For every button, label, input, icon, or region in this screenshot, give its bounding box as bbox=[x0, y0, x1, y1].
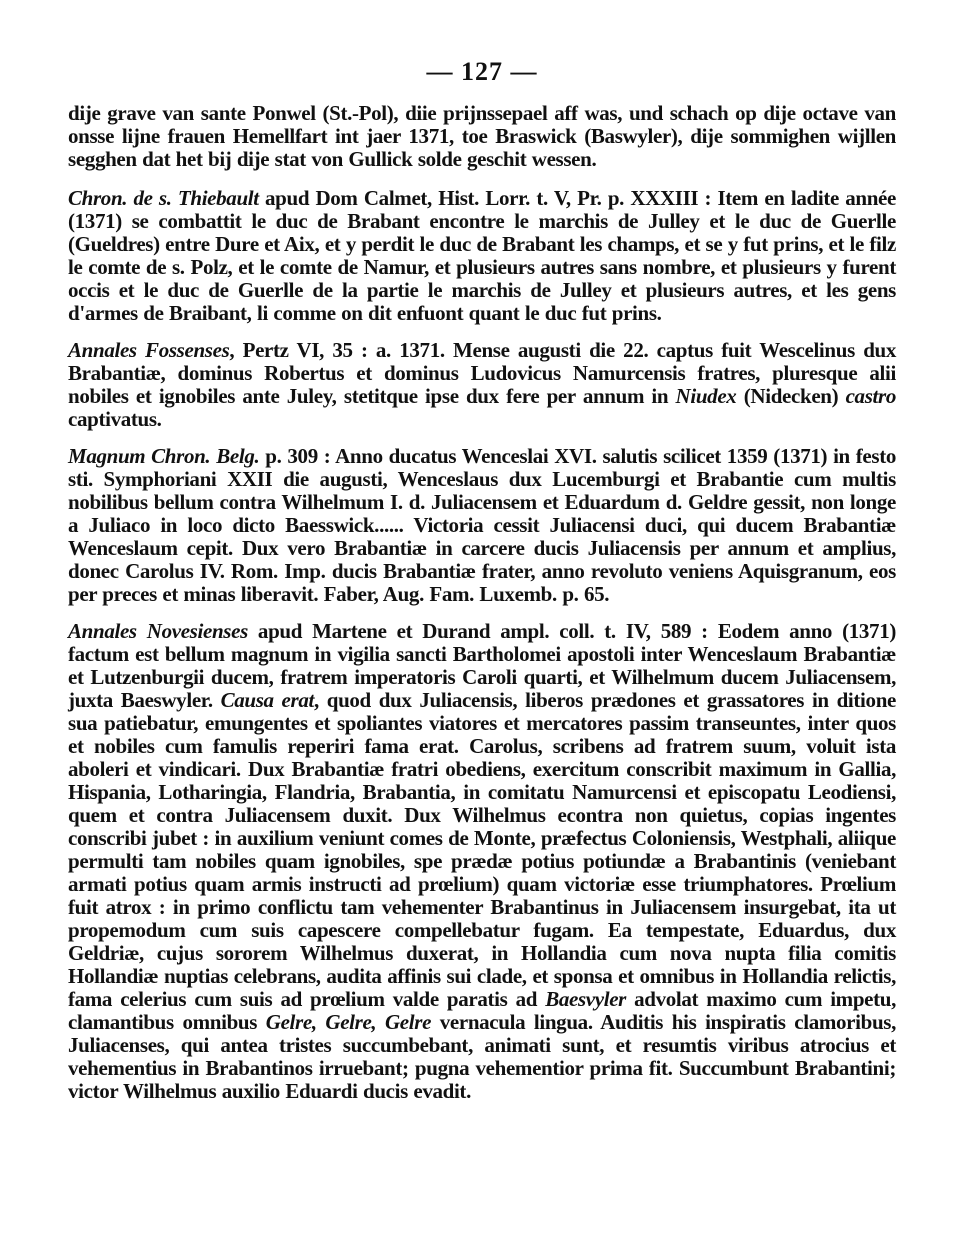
document-page bbox=[68, 52, 896, 1117]
text-segment: (Nidecken) bbox=[736, 384, 846, 408]
source-title: Chron. de s. Thiebault bbox=[68, 186, 259, 210]
source-title: Magnum Chron. Belg. bbox=[68, 444, 260, 468]
paragraph-annales-fossenses bbox=[68, 339, 896, 431]
italic-term: castro bbox=[845, 384, 896, 408]
italic-term: Causa erat bbox=[220, 688, 314, 712]
paragraph-dutch-chronicle bbox=[68, 102, 896, 171]
paragraph-chron-thiebault bbox=[68, 187, 896, 325]
page-number: — 127 — bbox=[426, 57, 538, 86]
text-segment: , quod dux Juliacensis, liberos prædones et grassatores in ditione sua patiebatur, emungentes et spoliantes viatores et mercatores passim transeuntes, inter quos et nobiles cum famulis reperiri fama erat. Carolus, scribens ad fratrem suum, voluit ista aboleri et vindicari. Dux Brabantiæ fratri obediens, exercitum conscribit maximum in Gallia, Hispania, Lotharingia, Flandria, Brabantia, in comitatu Namurcensi et episcopatu Leodiensi, quem et contra Juliacensem duxit. Dux Wilhelmus econtra non quietus, copias ingentes conscribi jubet : in auxilium veniunt comes de Monte, præfectus Coloniensis, Westphali, aliique permulti tam nobiles quam ignobiles, spe prædæ potius potiundæ a Brabantinis (veniebant armati potius quam armis instructi ad prœlium) quam victoriæ esse triumphatores. Prœlium fuit atrox : in primo conflictu tam vehementer Brabantinus in Juliacensem insurgebat, ita ut propemodum cum suis capescere compellebatur fugam. Ea tempestate, Eduardus, dux Geldriæ, cujus sororem Wilhelmus duxerat, in Hollandia cum nova nupta filia comitis Hollandiæ nuptias celebrans, audita affinis sui clade, et sponsa et omnibus in Hollandia relictis, fama celerius cum suis ad prœlium valde paratis ad bbox=[68, 688, 896, 1011]
italic-term: Gelre, Gelre, Gelre bbox=[265, 1010, 432, 1034]
source-title: Annales Fossenses bbox=[68, 338, 230, 362]
italic-term: Niudex bbox=[675, 384, 737, 408]
italic-term: Baesvyler bbox=[545, 987, 627, 1011]
text-segment: p. 309 : Anno ducatus Wenceslai XVI. salutis scilicet 1359 (1371) in festo sti. Symphoriani XXII die augusti, Wenceslaus dux Lucemburgi et Brabantie cum multis nobilibus bellum contra Wilhelmum I. d. Juliacensem et Eduardum d. Geldre gessit, non longe a Juliaco in loco dicto Baesswick...... Victoria cessit Juliacensi duci, qui ducem Brabantiæ Wenceslaum cepit. Dux vero Brabantiæ in carcere ducis Juliacensis per annum et amplius, donec Carolus IV. Rom. Imp. ducis Brabantiæ frater, anno revoluto veniens Aquisgranum, eos per preces et minas liberavit. Faber, Aug. Fam. Luxemb. p. 65. bbox=[68, 444, 896, 606]
text-segment: captivatus. bbox=[68, 407, 162, 431]
text-segment: advolat maximo cum impetu, clamantibus omnibus bbox=[68, 987, 896, 1034]
text-segment: , Pertz VI, 35 : a. 1371. Mense augusti die 22. captus fuit Wescelinus dux Brabantiæ, dominus Robertus et dominus Ludovicus Namurcensis fratres, pluresque alii nobiles et ignobiles ante Juley, stetitque ipse dux fere per annum in bbox=[68, 338, 896, 408]
paragraph-annales-novesienses bbox=[68, 620, 896, 1103]
text-segment: apud Dom Calmet, Hist. Lorr. t. V, Pr. p. XXXIII : Item en ladite année (1371) se combattit le duc de Brabant encontre le marchis de Julley et le duc de Guerlle (Gueldres) entre Dure et Aix, et y perdit le duc de Brabant les champs, et se y fut prins, et le filz le comte de s. Polz, et le comte de Namur, et plusieurs autres sans nombre, et plusieurs y furent occis et le duc de Guerlle de la partie le marchis de Julley et plusieurs autres, et les gens d'armes de Braibant, li comme on dit enfuont quant le duc fut prins. bbox=[68, 186, 896, 325]
paragraph-magnum-chron-belg bbox=[68, 445, 896, 606]
text-segment: apud Martene et Durand ampl. coll. t. IV, 589 : Eodem anno (1371) factum est bellum magnum in vigilia sancti Bartholomei apostoli inter Wenceslaum Brabantiæ et Lutzenburgii ducem, fratrem imperatoris Caroli quarti, et Wilhelmum ducem Juliacensem, juxta Baeswyler. bbox=[68, 619, 896, 712]
text-segment: vernacula lingua. Auditis his inspiratis clamoribus, Juliacenses, qui antea tristes succumbebant, animati sunt, et resumtis viribus atrocius et vehementius in Brabantinos irruebant; pugna vehementior prima fit. Succumbunt Brabantini; victor Wilhelmus auxilio Eduardi ducis evadit. bbox=[68, 1010, 896, 1103]
text-segment: dije grave van sante Ponwel (St.-Pol), diie prijnssepael aff was, und schach op dije octave van onsse lijne frauen Hemellfart int jaer 1371, toe Braswick (Baswyler), dije sommighen wijllen segghen dat het bij dije stat von Gullick solde geschit wessen. bbox=[68, 101, 896, 171]
source-title: Annales Novesienses bbox=[68, 619, 248, 643]
